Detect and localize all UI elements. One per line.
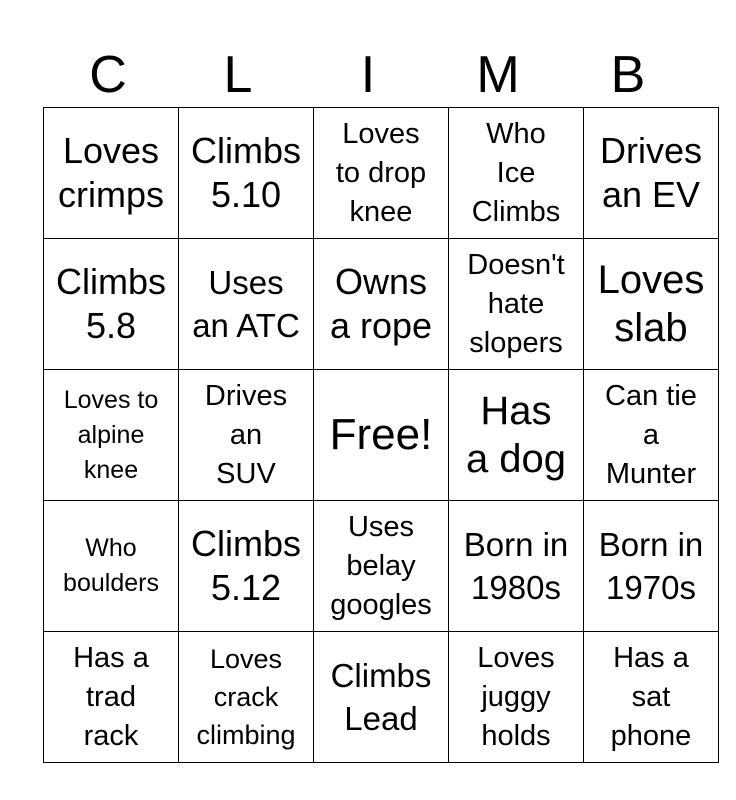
bingo-cell: Loves slab: [584, 239, 719, 370]
header-letter-i: I: [360, 46, 376, 104]
bingo-header: [43, 44, 693, 106]
bingo-cell: Born in 1980s: [449, 501, 584, 632]
bingo-cell: Who boulders: [44, 501, 179, 632]
bingo-cell: Uses an ATC: [179, 239, 314, 370]
bingo-cell: Climbs 5.10: [179, 108, 314, 239]
header-letter-c: C: [89, 46, 127, 104]
bingo-row: [44, 370, 719, 501]
bingo-cell-free: Free!: [314, 370, 449, 501]
header-letter-l: L: [223, 46, 253, 104]
bingo-cell: Owns a rope: [314, 239, 449, 370]
bingo-cell: Loves crack climbing: [179, 632, 314, 763]
header-letter-m: M: [476, 46, 520, 104]
bingo-cell: Can tie a Munter: [584, 370, 719, 501]
bingo-row: [44, 632, 719, 763]
bingo-cell: Has a dog: [449, 370, 584, 501]
bingo-cell: Who Ice Climbs: [449, 108, 584, 239]
bingo-cell: Drives an SUV: [179, 370, 314, 501]
bingo-cell: Uses belay googles: [314, 501, 449, 632]
bingo-cell: Born in 1970s: [584, 501, 719, 632]
bingo-row: [44, 108, 719, 239]
bingo-row: [44, 501, 719, 632]
bingo-cell: Climbs 5.8: [44, 239, 179, 370]
bingo-card-grid: [43, 107, 719, 763]
bingo-row: [44, 239, 719, 370]
bingo-cell: Climbs Lead: [314, 632, 449, 763]
bingo-cell: Doesn't hate slopers: [449, 239, 584, 370]
bingo-cell: Has a sat phone: [584, 632, 719, 763]
bingo-cell: Loves to alpine knee: [44, 370, 179, 501]
bingo-cell: Loves to drop knee: [314, 108, 449, 239]
bingo-cell: Has a trad rack: [44, 632, 179, 763]
bingo-cell: Drives an EV: [584, 108, 719, 239]
header-letter-b: B: [610, 46, 646, 104]
bingo-cell: Climbs 5.12: [179, 501, 314, 632]
bingo-cell: Loves juggy holds: [449, 632, 584, 763]
bingo-cell: Loves crimps: [44, 108, 179, 239]
